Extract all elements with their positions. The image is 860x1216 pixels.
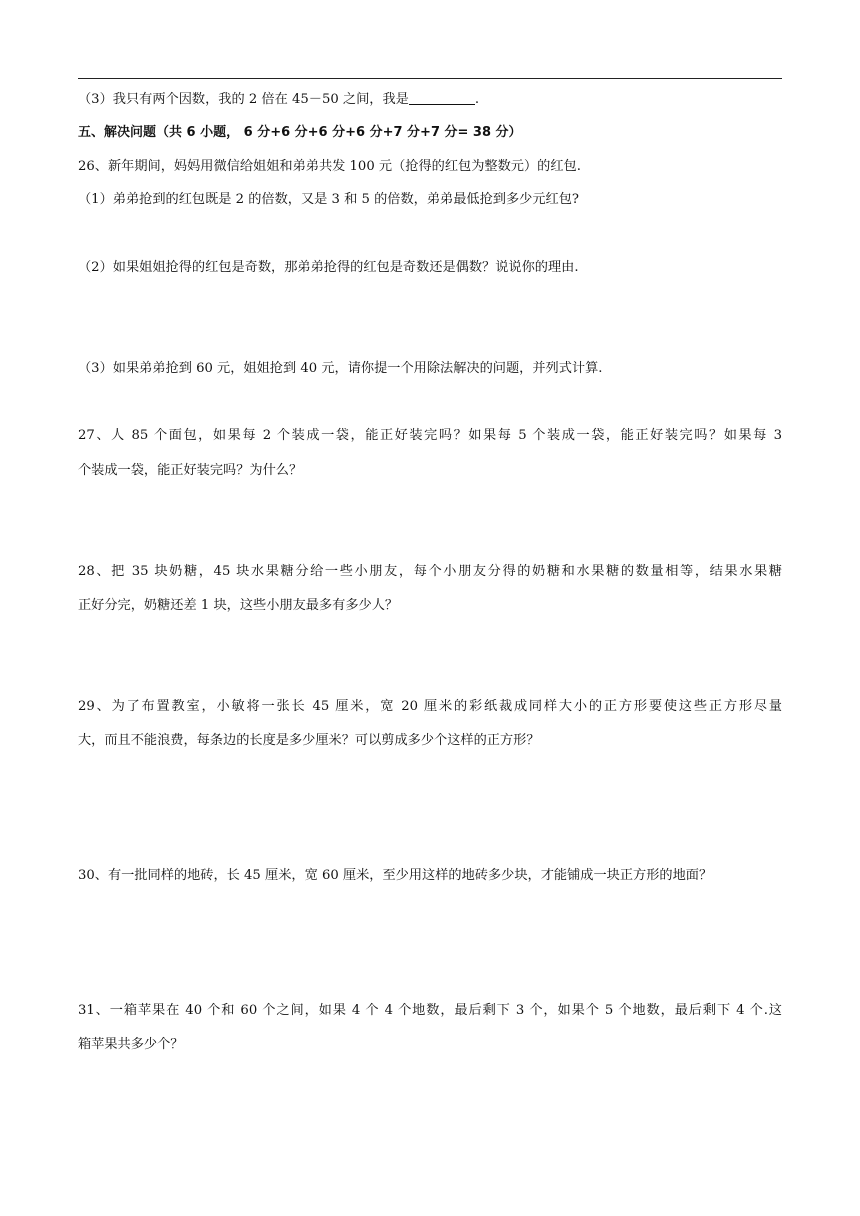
q26-part1: （1）弟弟抢到的红包既是 2 的倍数，又是 3 和 5 的倍数，弟弟最低抢到多少元红包? [78,192,579,207]
q27-line1: 27、人 85 个面包，如果每 2 个装成一袋，能正好装完吗？如果每 5 个装成一袋，能正好装完吗？如果每 3 [78,428,782,443]
q29-line1: 29、为了布置教室，小敏将一张长 45 厘米，宽 20 厘米的彩纸裁成同样大小的正方形要使这些正方形尽量 [78,699,782,714]
q26-part2: （2）如果姐姐抢得的红包是奇数，那弟弟抢得的红包是奇数还是偶数？说说你的理由. [78,260,579,275]
q25-part3-text: （3）我只有两个因数，我的 2 倍在 45－50 之间，我是 [78,92,409,107]
q31-line1: 31、一箱苹果在 40 个和 60 个之间，如果 4 个 4 个地数，最后剩下 3 个，如果个 5 个地数，最后剩下 4 个.这 [78,1003,782,1018]
q30-line1: 30、有一批同样的地砖，长 45 厘米，宽 60 厘米，至少用这样的地砖多少块，才能铺成一块正方形的地面？ [78,868,713,883]
q27-line2: 个装成一袋，能正好装完吗？为什么？ [78,463,303,478]
q26-stem: 26、新年期间，妈妈用微信给姐姐和弟弟共发 100 元（抢得的红包为整数元）的红包. [78,159,581,174]
q28-line1: 28、把 35 块奶糖，45 块水果糖分给一些小朋友，每个小朋友分得的奶糖和水果糖的数量相等，结果水果糖 [78,564,782,579]
header-rule [78,78,782,79]
q25-part3-end: . [474,92,480,107]
q25-part3 [78,90,782,109]
q31-line2: 箱苹果共多少个？ [78,1037,184,1052]
q26-part3: （3）如果弟弟抢到 60 元，姐姐抢到 40 元，请你提一个用除法解决的问题，并列式计算. [78,361,603,376]
answer-blank[interactable] [409,90,475,105]
section-5-title: 五、解决问题（共 6 小题， 6 分+6 分+6 分+6 分+7 分+7 分= 38 分） [78,125,522,140]
q28-line2: 正好分完，奶糖还差 1 块，这些小朋友最多有多少人？ [78,598,399,613]
q29-line2: 大，而且不能浪费，每条边的长度是多少厘米？可以剪成多少个这样的正方形？ [78,733,540,748]
